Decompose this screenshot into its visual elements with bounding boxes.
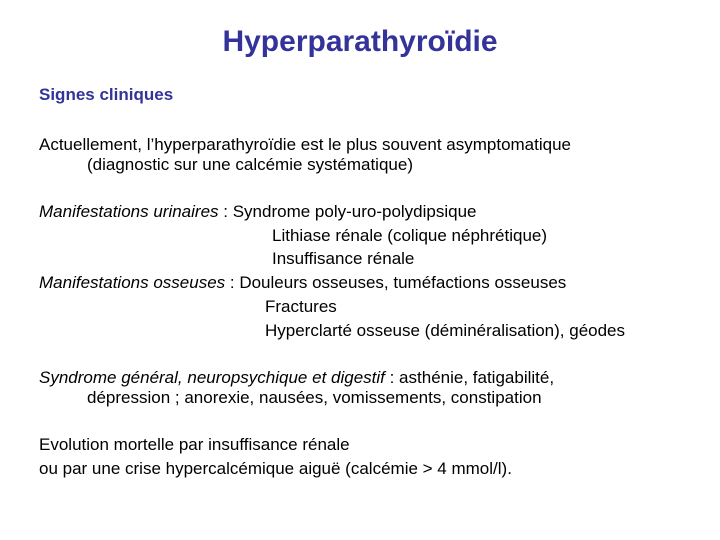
urinary-label: Manifestations urinaires	[39, 202, 219, 221]
section-subtitle: Signes cliniques	[39, 85, 174, 104]
bone-item-1: Douleurs osseuses, tuméfactions osseuses	[239, 273, 567, 292]
general-label: Syndrome général, neuropsychique et digestif	[39, 368, 385, 387]
bone-item-3: Hyperclarté osseuse (déminéralisation), géodes	[265, 321, 626, 340]
urinary-item-3: Insuffisance rénale	[272, 249, 415, 268]
urinary-item-2: Lithiase rénale (colique néphrétique)	[272, 226, 548, 245]
general-first-line	[39, 367, 554, 389]
bone-item-2: Fractures	[265, 297, 337, 316]
bone-first-line	[39, 272, 566, 294]
bone-label: Manifestations osseuses	[39, 273, 226, 292]
intro-line-2: (diagnostic sur une calcémie systématique)	[87, 155, 413, 174]
urinary-separator: :	[218, 202, 233, 221]
evolution-line-2: ou par une crise hypercalcémique aiguë (calcémie > 4 mmol/l).	[39, 459, 512, 478]
slide-title: Hyperparathyroïdie	[222, 25, 498, 58]
general-line-2: dépression ; anorexie, nausées, vomissements, constipation	[87, 388, 542, 407]
bone-separator: :	[225, 273, 240, 292]
general-rest: : asthénie, fatigabilité,	[384, 368, 555, 387]
evolution-line-1: Evolution mortelle par insuffisance rénale	[39, 435, 350, 454]
intro-line-1: Actuellement, l’hyperparathyroïdie est le plus souvent asymptomatique	[39, 135, 572, 154]
urinary-first-line	[39, 201, 477, 223]
urinary-item-1: Syndrome poly-uro-polydipsique	[232, 202, 477, 221]
